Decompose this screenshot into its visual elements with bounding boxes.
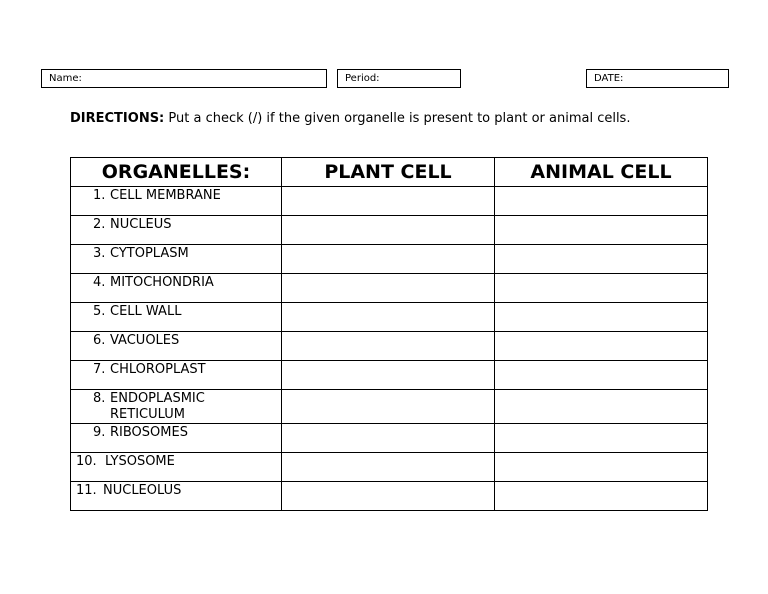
organelle-name: CELL MEMBRANE: [110, 188, 221, 203]
organelle-entry: [71, 424, 281, 441]
organelle-entry: [71, 332, 281, 349]
plant-cell-check[interactable]: [282, 274, 495, 303]
plant-cell-check[interactable]: [282, 216, 495, 245]
name-field[interactable]: [41, 69, 327, 88]
date-label: DATE:: [594, 73, 624, 84]
organelle-number: 4.: [93, 275, 106, 290]
organelle-name: CHLOROPLAST: [110, 362, 206, 377]
organelle-cell: [71, 332, 282, 361]
organelle-number: 8.: [93, 391, 106, 406]
table-row: [71, 274, 708, 303]
directions: [70, 111, 630, 126]
animal-cell-check[interactable]: [495, 390, 708, 424]
plant-cell-check[interactable]: [282, 424, 495, 453]
organelle-cell: [71, 274, 282, 303]
organelle-entry: [71, 361, 281, 378]
organelle-entry: [71, 245, 281, 262]
directions-text: Put a check (/) if the given organelle is present to plant or animal cells.: [164, 111, 631, 126]
organelle-number: 10.: [76, 454, 97, 469]
table-row: [71, 216, 708, 245]
plant-cell-check[interactable]: [282, 187, 495, 216]
animal-cell-check[interactable]: [495, 274, 708, 303]
organelle-number: 1.: [93, 188, 106, 203]
organelle-name: CELL WALL: [110, 304, 182, 319]
organelle-name: NUCLEOLUS: [103, 483, 182, 498]
period-field[interactable]: [337, 69, 461, 88]
directions-heading: DIRECTIONS:: [70, 111, 165, 126]
period-label: Period:: [345, 73, 380, 84]
organelle-name: RIBOSOMES: [110, 425, 188, 440]
animal-cell-check[interactable]: [495, 187, 708, 216]
organelles-table: [70, 157, 708, 511]
organelle-name: VACUOLES: [110, 333, 180, 348]
table-row: [71, 453, 708, 482]
organelle-cell: [71, 245, 282, 274]
plant-cell-check[interactable]: [282, 245, 495, 274]
table-row: [71, 303, 708, 332]
plant-cell-header: PLANT CELL: [282, 158, 495, 187]
organelle-cell: [71, 424, 282, 453]
animal-cell-check[interactable]: [495, 482, 708, 511]
organelle-cell: [71, 303, 282, 332]
animal-cell-check[interactable]: [495, 453, 708, 482]
table-row: [71, 361, 708, 390]
organelles-header: ORGANELLES:: [71, 158, 282, 187]
date-field[interactable]: [586, 69, 729, 88]
organelle-number: 9.: [93, 425, 106, 440]
animal-cell-header: ANIMAL CELL: [495, 158, 708, 187]
table-header-row: [71, 158, 708, 187]
animal-cell-check[interactable]: [495, 303, 708, 332]
organelle-name: ENDOPLASMIC RETICULUM: [110, 391, 205, 422]
organelle-entry: [71, 390, 281, 423]
organelle-cell: [71, 453, 282, 482]
organelle-entry: [71, 216, 281, 233]
animal-cell-check[interactable]: [495, 245, 708, 274]
plant-cell-check[interactable]: [282, 482, 495, 511]
animal-cell-check[interactable]: [495, 216, 708, 245]
organelle-cell: [71, 361, 282, 390]
organelle-number: 6.: [93, 333, 106, 348]
organelle-entry: [71, 274, 281, 291]
organelle-number: 7.: [93, 362, 106, 377]
plant-cell-check[interactable]: [282, 453, 495, 482]
organelle-entry: [71, 303, 281, 320]
animal-cell-check[interactable]: [495, 332, 708, 361]
table-row: [71, 424, 708, 453]
organelle-name: NUCLEUS: [110, 217, 172, 232]
organelle-number: 11.: [76, 483, 97, 498]
animal-cell-check[interactable]: [495, 424, 708, 453]
organelle-cell: [71, 482, 282, 511]
organelle-name: CYTOPLASM: [110, 246, 189, 261]
organelle-name: MITOCHONDRIA: [110, 275, 214, 290]
name-label: Name:: [49, 73, 82, 84]
animal-cell-check[interactable]: [495, 361, 708, 390]
organelle-entry: [71, 187, 281, 204]
organelle-number: 3.: [93, 246, 106, 261]
organelle-cell: [71, 390, 282, 424]
organelle-entry: [71, 482, 281, 499]
plant-cell-check[interactable]: [282, 332, 495, 361]
plant-cell-check[interactable]: [282, 361, 495, 390]
plant-cell-check[interactable]: [282, 303, 495, 332]
organelle-name: LYSOSOME: [105, 454, 175, 469]
organelle-number: 2.: [93, 217, 106, 232]
organelle-entry: [71, 453, 281, 470]
table-row: [71, 332, 708, 361]
plant-cell-check[interactable]: [282, 390, 495, 424]
table-row: [71, 390, 708, 424]
organelle-cell: [71, 187, 282, 216]
organelle-cell: [71, 216, 282, 245]
table-row: [71, 482, 708, 511]
table-row: [71, 187, 708, 216]
table-row: [71, 245, 708, 274]
organelle-number: 5.: [93, 304, 106, 319]
